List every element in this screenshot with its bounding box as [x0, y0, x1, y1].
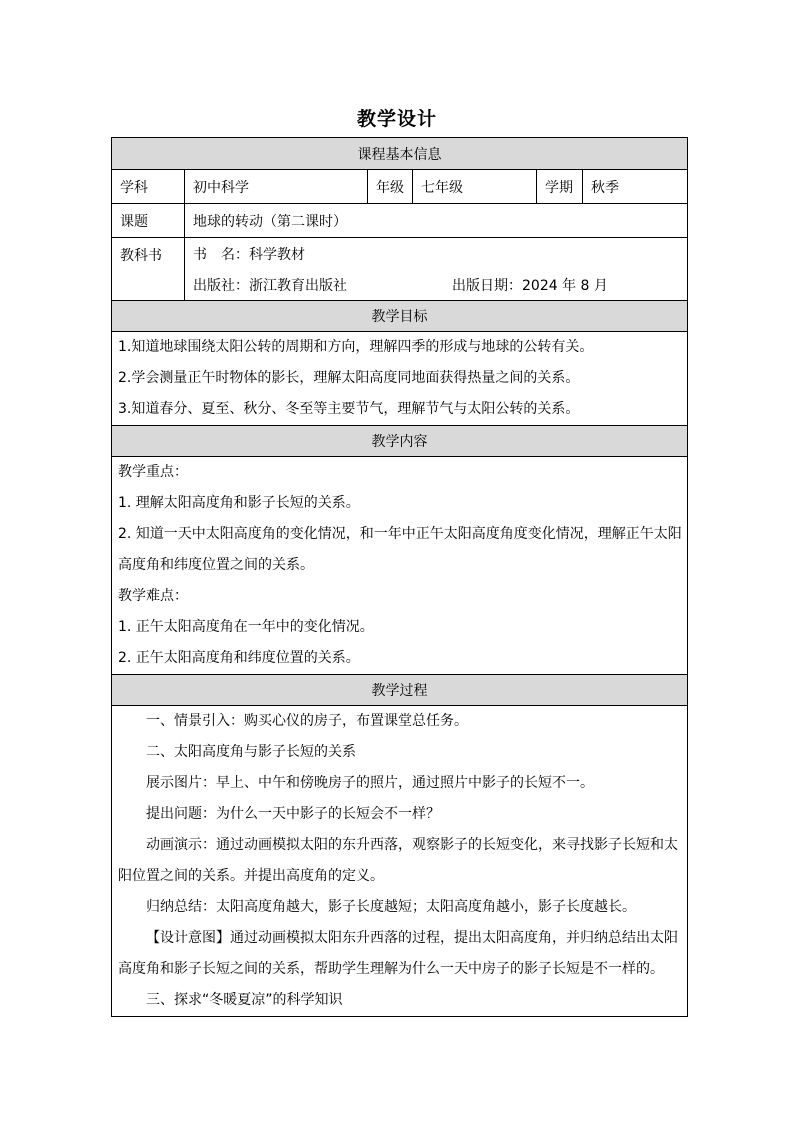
process-paragraph: 归纳总结：太阳高度角越大，影子长度越短；太阳高度角越小，影子长度越长。 [146, 899, 636, 915]
textbook-row [112, 237, 687, 300]
subject-label: 学科 [120, 179, 148, 196]
objectives-list [112, 331, 687, 425]
objective-item: 3.知道春分、夏至、秋分、冬至等主要节气，理解节气与太阳公转的关系。 [118, 401, 580, 417]
textbook-label: 教科书 [120, 248, 162, 264]
focus-item: 2. 知道一天中太阳高度角的变化情况，和一年中正午太阳高度角度变化情况，理解正午太阳高度角和纬度位置之间的关系。 [118, 526, 682, 573]
section-header-basic-info: 课程基本信息 [112, 138, 687, 169]
focus-title: 教学重点： [118, 464, 188, 480]
lesson-plan-table [111, 137, 688, 1017]
textbook-info [184, 238, 687, 300]
topic-row [112, 203, 687, 237]
document-title: 教学设计 [356, 108, 437, 130]
grade-label: 年级 [367, 170, 412, 203]
publisher-and-date [185, 269, 687, 300]
content-body [112, 456, 687, 674]
process-paragraph: 动画演示：通过动画模拟太阳的东升西落，观察影子的长短变化，来寻找影子长短和太阳位置之间的关系。并提出高度角的定义。 [118, 837, 678, 884]
process-paragraph: 二、太阳高度角与影子长短的关系 [146, 744, 356, 760]
focus-item: 1. 理解太阳高度角和影子长短的关系。 [118, 495, 360, 511]
section-header-process: 教学过程 [112, 674, 687, 705]
section-header-content: 教学内容 [112, 425, 687, 456]
process-body [112, 705, 687, 1016]
grade-value: 七年级 [412, 170, 536, 203]
difficulty-item: 1. 正午太阳高度角在一年中的变化情况。 [118, 619, 374, 635]
book-name: 书 名：科学教材 [193, 246, 305, 263]
design-intent-paragraph: 【设计意图】通过动画模拟太阳东升西落的过程，提出太阳高度角，并归纳总结出太阳高度角和影子长短之间的关系，帮助学生理解为什么一天中房子的影子长短是不一样的。 [118, 930, 678, 977]
process-paragraph: 展示图片：早上、中午和傍晚房子的照片，通过照片中影子的长短不一。 [146, 775, 594, 791]
publish-date: 出版日期：2024 年 8 月 [452, 277, 608, 294]
objective-item: 2.学会测量正午时物体的影长，理解太阳高度同地面获得热量之间的关系。 [118, 370, 580, 386]
objective-item: 1.知道地球围绕太阳公转的周期和方向，理解四季的形成与地球的公转有关。 [118, 339, 594, 355]
process-paragraph: 一、情景引入：购买心仪的房子，布置课堂总任务。 [146, 713, 468, 729]
term-label: 学期 [536, 170, 582, 203]
process-paragraph: 三、探求“冬暖夏凉”的科学知识 [146, 992, 343, 1008]
difficulty-item: 2. 正午太阳高度角和纬度位置的关系。 [118, 650, 360, 666]
subject-row [112, 169, 687, 203]
subject-value: 初中科学 [184, 170, 367, 203]
topic-label: 课题 [120, 213, 148, 230]
difficulty-title: 教学难点： [118, 588, 188, 604]
section-header-objectives: 教学目标 [112, 300, 687, 331]
publisher: 出版社：浙江教育出版社 [193, 277, 347, 294]
process-paragraph: 提出问题：为什么一天中影子的长短会不一样？ [146, 806, 440, 822]
term-value: 秋季 [582, 170, 687, 203]
topic-value: 地球的转动（第二课时） [184, 204, 687, 237]
